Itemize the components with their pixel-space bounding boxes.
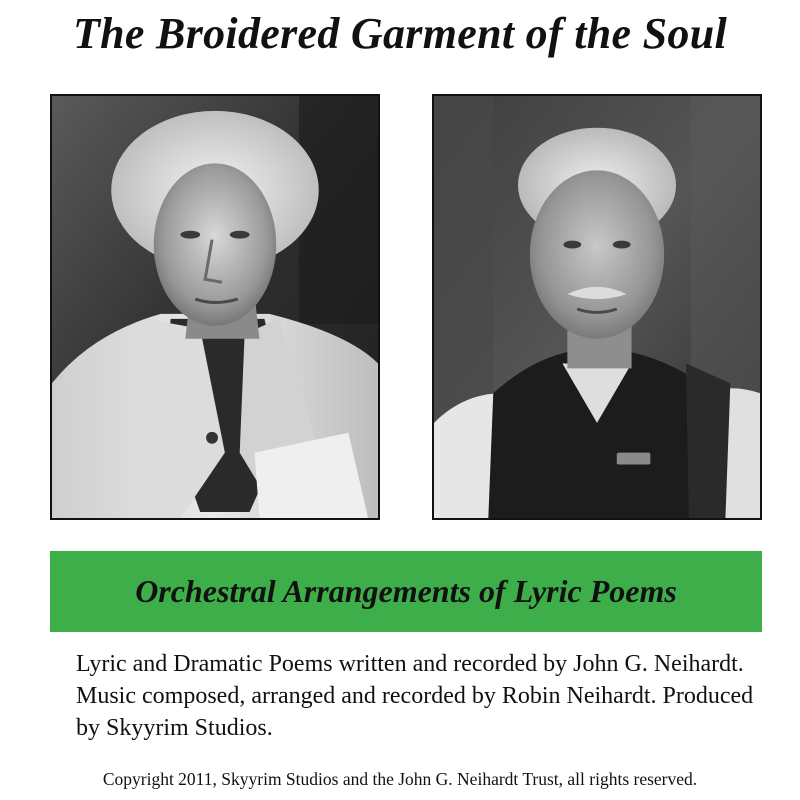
portrait-photo-right <box>432 94 762 520</box>
subtitle-text: Orchestral Arrangements of Lyric Poems <box>135 573 677 609</box>
album-title: The Broidered Garment of the Soul <box>72 9 728 58</box>
subtitle-banner <box>50 551 762 632</box>
album-description: Lyric and Dramatic Poems written and recorded by John G. Neihardt. Music composed, arranged and recorded by Robin Neihardt. Produced by Skyyrim Studios. <box>76 651 754 741</box>
portrait-photo-left <box>50 94 380 520</box>
portrait-left-image <box>52 96 378 518</box>
copyright-notice: Copyright 2011, Skyyrim Studios and the John G. Neihardt Trust, all rights reserved. <box>102 769 698 789</box>
portrait-right-image <box>434 96 760 518</box>
